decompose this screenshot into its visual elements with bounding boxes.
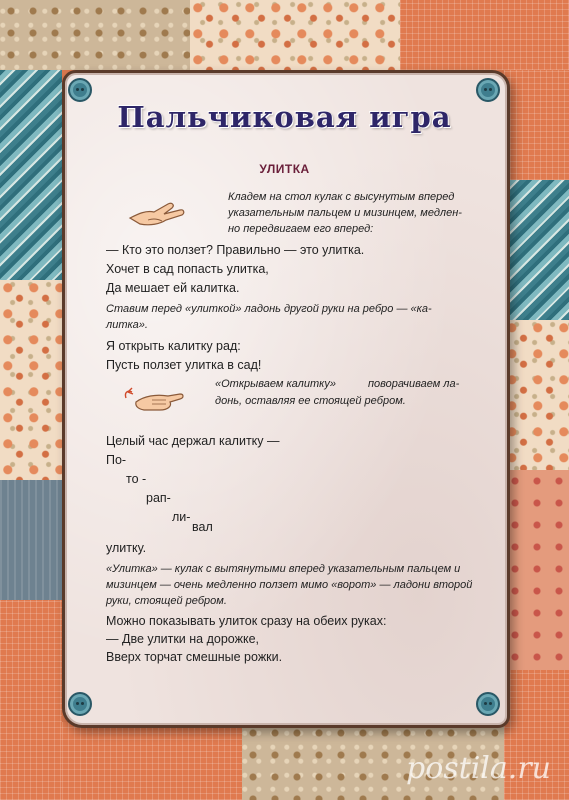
verse-syllable: рап- xyxy=(146,491,171,505)
pin-button-icon xyxy=(68,692,92,716)
patch-left-mid xyxy=(0,280,62,480)
page-title: Пальчиковая игра xyxy=(117,100,452,134)
verse-line: Целый час держал калитку — xyxy=(106,434,280,448)
instruction-line: поворачиваем ла- xyxy=(368,378,460,390)
verse-line: Вверх торчат смешные рожки. xyxy=(106,650,283,664)
instruction-line: «Открываем калитку» xyxy=(215,378,336,390)
hand-snail-icon xyxy=(128,190,190,230)
instruction-line: руки, стоящей ребром. xyxy=(106,595,227,607)
pin-button-icon xyxy=(68,78,92,102)
patch-top-left xyxy=(0,0,190,70)
instruction-line: Ставим перед «улиткой» ладонь другой руки на ребро — «ка- xyxy=(106,303,432,315)
verse-line: — Две улитки на дорожке, xyxy=(106,632,259,646)
verse-line: — Кто это ползет? Правильно — это улитка. xyxy=(106,243,365,257)
verse-line: улитку. xyxy=(106,541,147,555)
verse-line: Пусть ползет улитка в сад! xyxy=(106,358,262,372)
verse-line: Хочет в сад попасть улитка, xyxy=(106,262,269,276)
poem-title: УЛИТКА xyxy=(259,162,310,176)
instruction-line: но передвигаем его вперед: xyxy=(228,223,374,235)
verse-line: Можно показывать улиток сразу на обеих руках: xyxy=(106,614,387,628)
pin-button-icon xyxy=(476,78,500,102)
patch-right-mid xyxy=(504,320,569,470)
verse-syllable: то - xyxy=(126,472,147,486)
instruction-line: литка». xyxy=(106,319,148,331)
instruction-line: мизинцем — очень медленно ползет мимо «ворот» — ладони второй xyxy=(106,579,473,591)
patch-left-bottom xyxy=(0,600,62,800)
verse-syllable: ли- xyxy=(172,510,191,524)
patch-top-right xyxy=(400,0,569,70)
watermark-logo: postila.ru xyxy=(406,751,551,786)
hand-gate-icon xyxy=(122,378,188,416)
verse-syllable: По- xyxy=(106,453,127,467)
patch-right-lower xyxy=(504,470,569,670)
patch-bottom-left xyxy=(62,722,242,800)
patch-left-lower xyxy=(0,480,62,600)
verse-line: Да мешает ей калитка. xyxy=(106,281,240,295)
instruction-line: Кладем на стол кулак с высунутым вперед xyxy=(228,191,455,203)
patch-right-stripe xyxy=(504,180,569,320)
verse-syllable: вал xyxy=(192,520,213,534)
pin-button-icon xyxy=(476,692,500,716)
instruction-line: «Улитка» — кулак с вытянутыми вперед указательным пальцем и xyxy=(106,563,461,575)
instruction-line: указательным пальцем и мизинцем, медлен- xyxy=(228,207,462,219)
patch-top-center xyxy=(190,0,400,70)
instruction-line: донь, оставляя ее стоящей ребром. xyxy=(215,395,406,407)
verse-line: Я открыть калитку рад: xyxy=(106,339,241,353)
